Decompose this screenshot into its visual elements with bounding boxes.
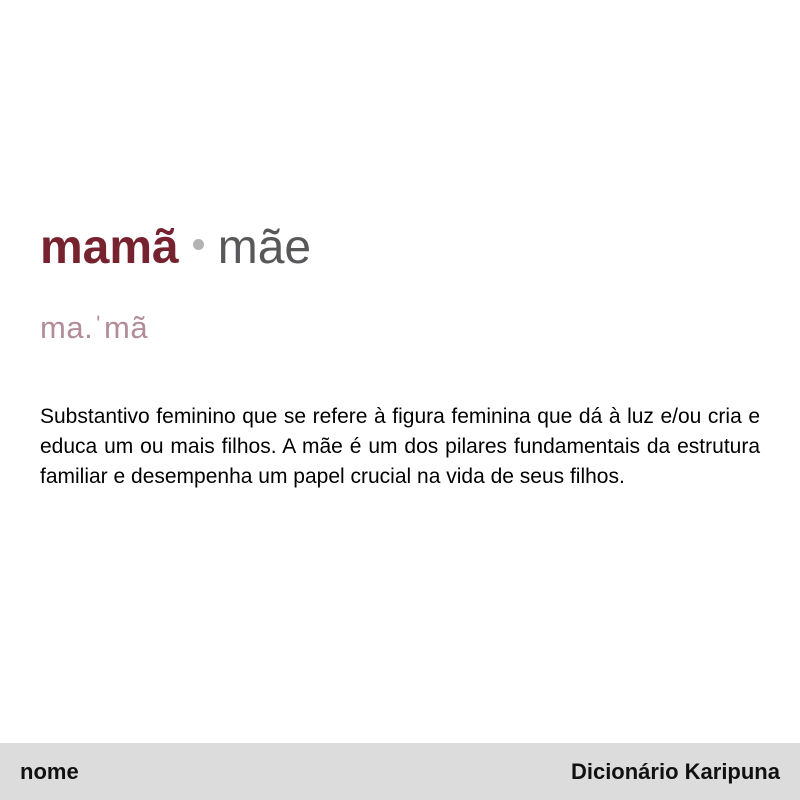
headword: mamã bbox=[40, 221, 179, 274]
footer-bar bbox=[0, 743, 800, 800]
separator-dot-icon bbox=[193, 239, 204, 250]
headline bbox=[40, 221, 312, 274]
definition-text: Substantivo feminino que se refere à figura feminina que dá à luz e/ou cria e educa um ou mais filhos. A mãe é um dos pilares fundamentais da estrutura familiar e desempenha um papel crucial na vida de seus filhos. bbox=[40, 405, 760, 488]
pronunciation: ma.ˈmã bbox=[40, 310, 149, 345]
dictionary-name-label: Dicionário Karipuna bbox=[570, 758, 780, 784]
translation: mãe bbox=[217, 221, 312, 274]
part-of-speech-label: nome bbox=[20, 758, 79, 784]
